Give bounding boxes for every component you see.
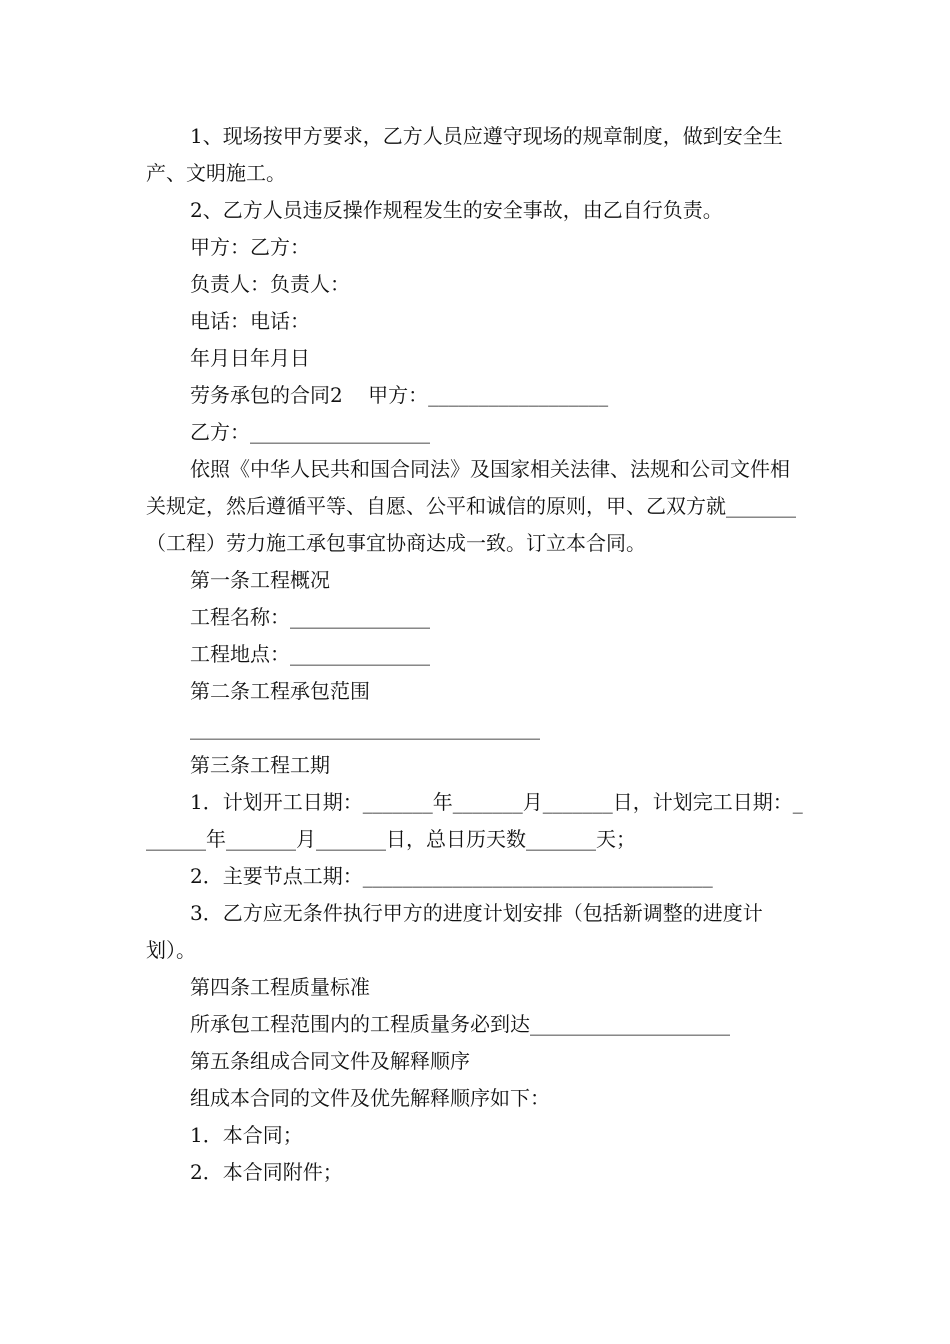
schedule-compliance: 3．乙方应无条件执行甲方的进度计划安排（包括新调整的进度计划）。 [146,901,763,962]
preamble: 依照《中华人民共和国合同法》及国家相关法律、法规和公司文件相关规定，然后遵循平等、自愿、公平和诚信的原则，甲、乙双方就_______（工程）劳力施工承包事宜协商达成一致。订立本合同。 [146,457,796,555]
party-b-line: 乙方：__________________ [190,420,430,444]
document-order-intro: 组成本合同的文件及优先解释顺序如下： [190,1086,550,1110]
quality-standard-line: 所承包工程范围内的工程质量务必到达____________________ [190,1012,730,1036]
article-5-heading: 第五条组成合同文件及解释顺序 [190,1049,470,1073]
contract-title-party-a: 劳务承包的合同2 甲方：__________________ [190,383,609,407]
scope-blank-line: ___________________________________ [190,716,540,740]
article-3-heading: 第三条工程工期 [190,753,330,777]
signature-phone: 电话：电话： [190,309,310,333]
document-body [146,118,808,1191]
schedule-dates: 1．计划开工日期：_______年_______月_______日，计划完工日期：_______年_______月_______日，总日历天数_______天； [146,790,803,851]
document-order-item-2: 2．本合同附件； [190,1160,343,1184]
project-location-line: 工程地点：______________ [190,642,430,666]
signature-parties: 甲方：乙方： [190,235,310,259]
clause-safety-liability: 2、乙方人员违反操作规程发生的安全事故，由乙自行负责。 [190,198,723,222]
project-name-line: 工程名称：______________ [190,605,430,629]
signature-responsible: 负责人：负责人： [190,272,350,296]
article-4-heading: 第四条工程质量标准 [190,975,370,999]
signature-date: 年月日年月日 [190,346,310,370]
article-2-heading: 第二条工程承包范围 [190,679,370,703]
document-order-item-1: 1．本合同； [190,1123,303,1147]
milestone-schedule: 2．主要节点工期：___________________________________ [190,864,713,888]
clause-safety-rules: 1、现场按甲方要求，乙方人员应遵守现场的规章制度，做到安全生产、文明施工。 [146,124,783,185]
article-1-heading: 第一条工程概况 [190,568,330,592]
